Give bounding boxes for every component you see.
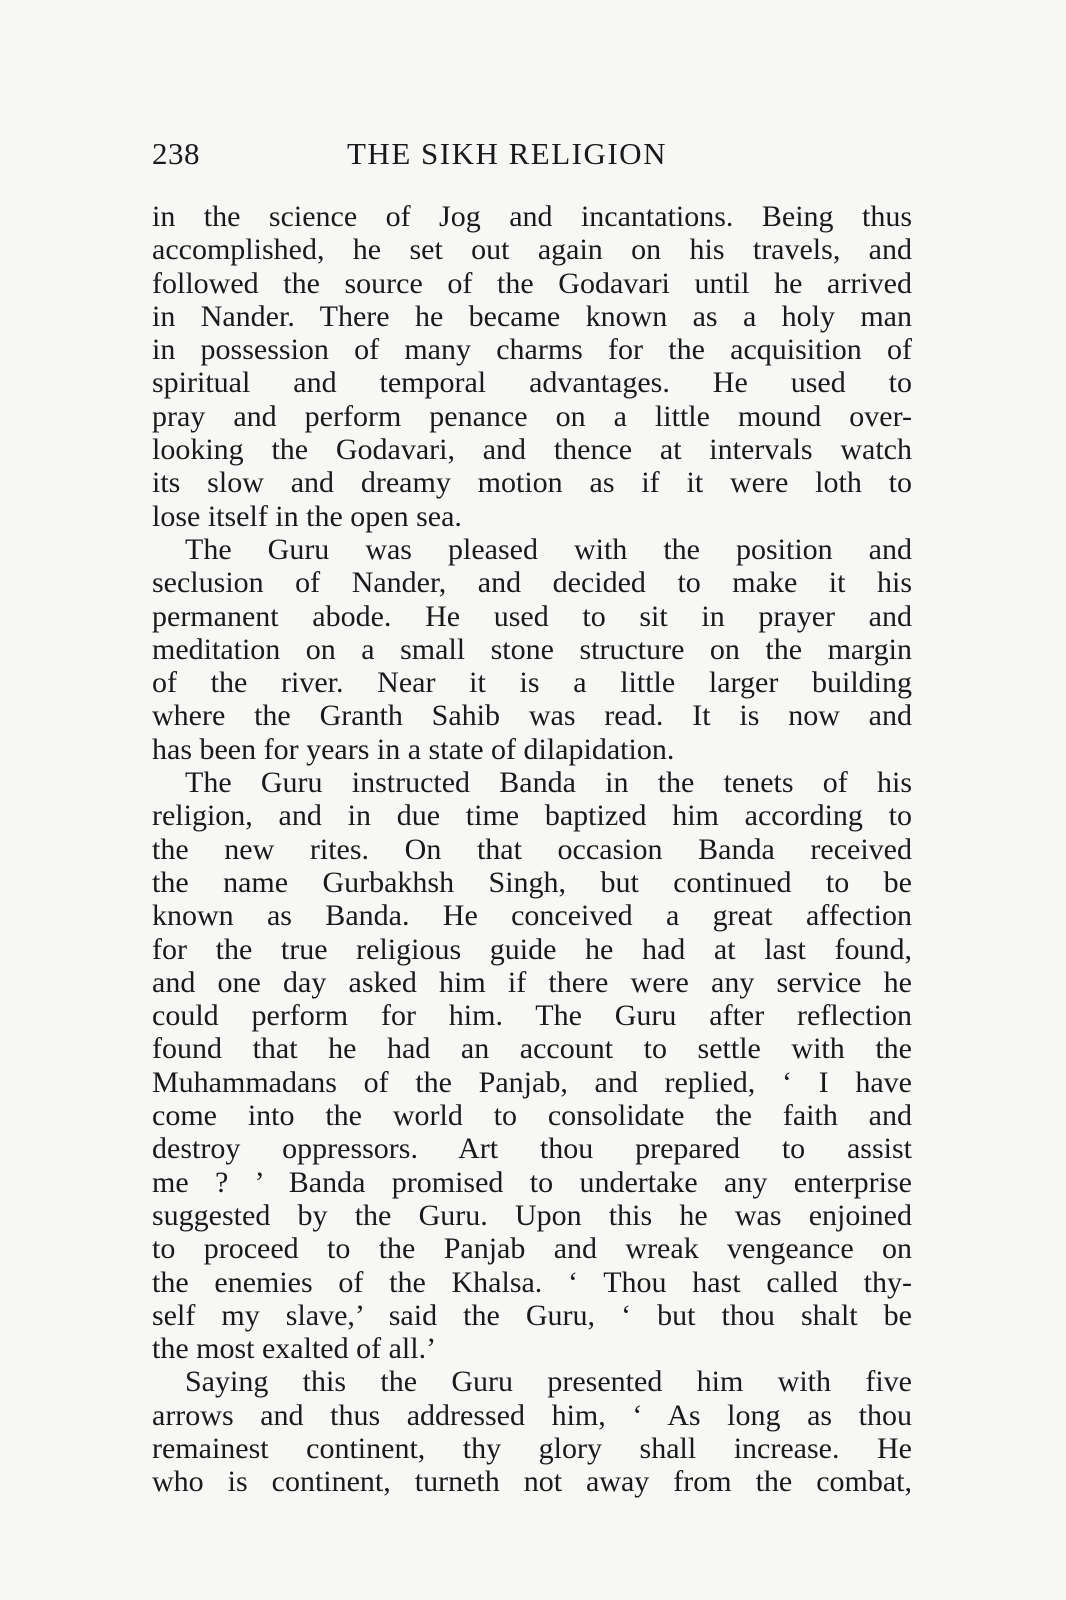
text-line: remainest continent, thy glory shall increase. He [152, 1431, 912, 1465]
text-line: of the river. Near it is a little larger building [152, 666, 912, 700]
running-title: THE SIKH RELIGION [347, 136, 667, 171]
text-line: to proceed to the Panjab and wreak vengeance on [152, 1232, 912, 1266]
text-line: the new rites. On that occasion Banda received [152, 832, 912, 866]
text-line: could perform for him. The Guru after reflection [152, 999, 912, 1033]
text-line: followed the source of the Godavari until he arrived [152, 266, 912, 300]
text-line: come into the world to consolidate the faith and [152, 1099, 912, 1133]
running-head [152, 134, 912, 174]
text-line: its slow and dreamy motion as if it were loth to [152, 466, 912, 500]
text-line: permanent abode. He used to sit in prayer and [152, 599, 912, 633]
text-line: accomplished, he set out again on his travels, and [152, 233, 912, 267]
text-line: looking the Godavari, and thence at intervals watch [152, 433, 912, 467]
text-line: arrows and thus addressed him, ‘ As long as thou [152, 1398, 912, 1432]
text-line: The Guru instructed Banda in the tenets of his [185, 766, 912, 800]
text-line: lose itself in the open sea. [152, 499, 462, 533]
text-line: pray and perform penance on a little mound over- [152, 399, 912, 433]
text-line: The Guru was pleased with the position and [185, 532, 912, 566]
text-line: in the science of Jog and incantations. Being thus [152, 200, 912, 233]
text-line: self my slave,’ said the Guru, ‘ but thou shalt be [152, 1298, 912, 1332]
text-line: has been for years in a state of dilapidation. [152, 732, 675, 766]
text-line: found that he had an account to settle with the [152, 1032, 912, 1066]
text-line: the most exalted of all.’ [152, 1332, 437, 1366]
text-line: the enemies of the Khalsa. ‘ Thou hast called thy- [152, 1265, 912, 1299]
text-line: and one day asked him if there were any service he [152, 965, 912, 999]
text-line: known as Banda. He conceived a great affection [152, 899, 912, 933]
text-line: seclusion of Nander, and decided to make it his [152, 566, 912, 600]
text-line: Muhammadans of the Panjab, and replied, ‘ I have [152, 1065, 912, 1099]
text-line: meditation on a small stone structure on the margin [152, 632, 912, 666]
text-line: for the true religious guide he had at last found, [152, 932, 912, 966]
text-line: me ? ’ Banda promised to undertake any enterprise [152, 1165, 912, 1199]
text-line: spiritual and temporal advantages. He used to [152, 366, 912, 400]
text-line: the name Gurbakhsh Singh, but continued to be [152, 865, 912, 899]
text-line: religion, and in due time baptized him according to [152, 799, 912, 833]
text-line: where the Granth Sahib was read. It is now and [152, 699, 912, 733]
body-text [152, 200, 912, 1499]
text-line: in Nander. There he became known as a holy man [152, 299, 912, 333]
page-number: 238 [152, 136, 200, 171]
text-line: in possession of many charms for the acquisition of [152, 333, 912, 367]
text-line: suggested by the Guru. Upon this he was enjoined [152, 1198, 912, 1232]
text-line: who is continent, turneth not away from the combat, [152, 1465, 912, 1499]
text-line: destroy oppressors. Art thou prepared to assist [152, 1132, 912, 1166]
text-line: Saying this the Guru presented him with five [185, 1365, 912, 1399]
